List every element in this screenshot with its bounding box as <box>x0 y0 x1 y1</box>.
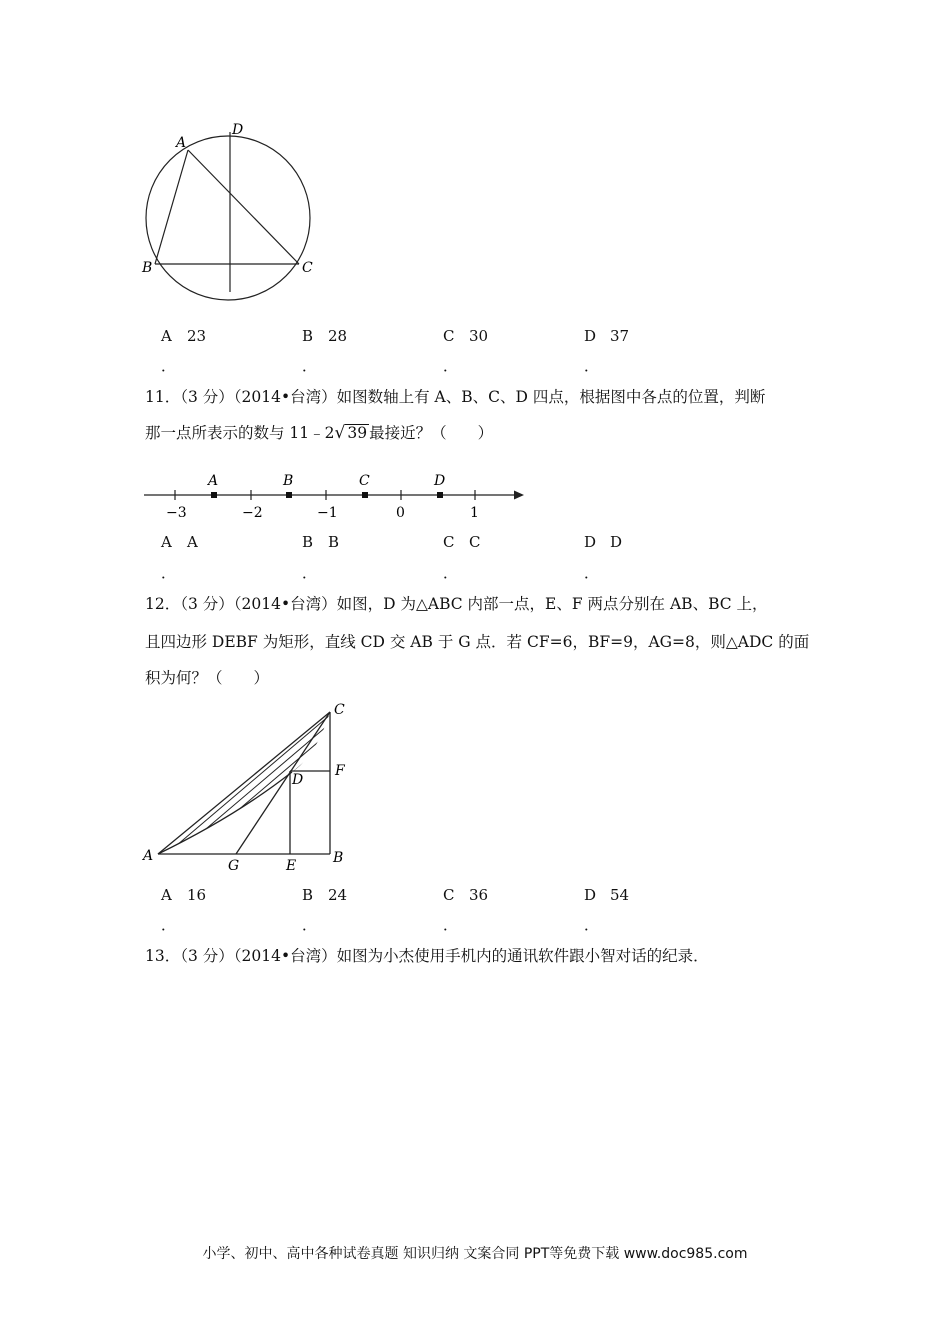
option-dot: ． <box>161 916 177 934</box>
option-dot: ． <box>443 357 459 375</box>
q11-text-2: 那一点所表示的数与 11﹣2 <box>145 424 335 442</box>
q12-triangle-figure <box>140 698 360 874</box>
page-footer: 小学、初中、高中各种试卷真题 知识归纳 文案合同 PPT等免费下载 www.doc985.com <box>202 1246 748 1262</box>
q12-option-a[interactable] <box>161 886 206 904</box>
q13-meta: （3 分）（2014•台湾） <box>180 947 337 965</box>
option-letter: A <box>161 327 172 345</box>
q11-text-3: 最接近？（ ） <box>369 424 494 442</box>
q12-label-C: C <box>334 702 345 718</box>
q12-label-F: F <box>335 763 345 779</box>
option-letter: D <box>584 886 597 904</box>
q12-text-2: 且四边形 DEBF 为矩形，直线 CD 交 AB 于 G 点．若 CF=6，BF=9，AG=8，则△ADC 的面 <box>145 633 810 651</box>
q11-line2 <box>145 423 493 443</box>
q12-line1 <box>145 594 768 614</box>
option-letter: C <box>443 533 455 551</box>
option-value: C <box>469 533 481 551</box>
q12-label-B: B <box>333 850 344 866</box>
q11-option-a[interactable] <box>161 533 198 551</box>
tick-label: −2 <box>242 505 263 521</box>
q12-label-E: E <box>286 858 297 874</box>
option-dot: ． <box>161 357 177 375</box>
q11-number-line-figure <box>140 470 530 524</box>
option-value: 54 <box>610 886 630 904</box>
tick-label: 0 <box>396 505 405 521</box>
q12-line2 <box>145 632 809 652</box>
q12-text-1: 如图，D 为△ABC 内部一点，E、F 两点分别在 AB、BC 上， <box>336 595 768 613</box>
sqrt-sign: √ <box>334 423 346 443</box>
q12-label-G: G <box>228 858 240 874</box>
q10-option-a[interactable] <box>161 327 206 345</box>
q13-line1 <box>145 946 709 966</box>
q10-label-D: D <box>232 122 244 138</box>
q12-meta: （3 分）（2014•台湾） <box>180 595 337 613</box>
q11-line1 <box>145 387 765 407</box>
option-value: 37 <box>610 327 630 345</box>
tick-label: 1 <box>470 505 479 521</box>
q10-circle-figure <box>138 118 338 310</box>
arrow-head-icon <box>514 491 524 500</box>
option-dot: ． <box>302 357 318 375</box>
option-letter: A <box>161 886 172 904</box>
q10-line-AC <box>188 150 299 264</box>
point-label-C: C <box>359 473 370 489</box>
q12-option-b[interactable] <box>302 886 347 904</box>
q12-hatched-region <box>140 698 360 868</box>
option-letter: A <box>161 533 172 551</box>
option-value: 16 <box>187 886 207 904</box>
q11-radicand: 39 <box>347 424 368 442</box>
q11-option-c[interactable] <box>443 533 480 551</box>
q13-number: 13． <box>145 947 181 965</box>
option-letter: D <box>584 327 597 345</box>
q12-label-D: D <box>292 772 304 788</box>
q11-option-b[interactable] <box>302 533 339 551</box>
option-letter: B <box>302 886 314 904</box>
option-dot: ． <box>302 564 318 582</box>
option-letter: B <box>302 533 314 551</box>
q10-line-AB <box>155 150 188 264</box>
q10-option-c[interactable] <box>443 327 488 345</box>
q12-option-d[interactable] <box>584 886 629 904</box>
q10-circle <box>146 136 310 300</box>
option-dot: ． <box>443 916 459 934</box>
option-value: A <box>187 533 198 551</box>
point-label-A: A <box>208 473 219 489</box>
q12-text-3: 积为何？（ ） <box>145 669 270 687</box>
option-value: B <box>328 533 340 551</box>
q10-option-b[interactable] <box>302 327 347 345</box>
option-letter: C <box>443 886 455 904</box>
point-D <box>437 492 443 498</box>
option-dot: ． <box>584 564 600 582</box>
point-label-D: D <box>434 473 446 489</box>
option-dot: ． <box>584 916 600 934</box>
option-dot: ． <box>584 357 600 375</box>
q12-line3 <box>145 668 269 688</box>
option-dot: ． <box>161 564 177 582</box>
tick-label: −3 <box>166 505 187 521</box>
q10-label-B: B <box>142 260 153 276</box>
tick-label: −1 <box>317 505 338 521</box>
option-letter: D <box>584 533 597 551</box>
q11-text-1: 如图数轴上有 A、B、C、D 四点，根据图中各点的位置，判断 <box>336 388 766 406</box>
option-value: D <box>610 533 623 551</box>
option-value: 28 <box>328 327 348 345</box>
point-label-B: B <box>283 473 294 489</box>
option-letter: C <box>443 327 455 345</box>
point-B <box>286 492 292 498</box>
q10-label-A: A <box>176 135 187 151</box>
q12-option-c[interactable] <box>443 886 488 904</box>
point-C <box>362 492 368 498</box>
q11-option-d[interactable] <box>584 533 622 551</box>
option-letter: B <box>302 327 314 345</box>
q10-label-C: C <box>302 260 313 276</box>
option-dot: ． <box>302 916 318 934</box>
q11-number: 11． <box>145 388 181 406</box>
option-value: 36 <box>469 886 489 904</box>
q12-number: 12． <box>145 595 181 613</box>
option-value: 30 <box>469 327 489 345</box>
q10-option-d[interactable] <box>584 327 629 345</box>
option-dot: ． <box>443 564 459 582</box>
option-value: 23 <box>187 327 207 345</box>
q13-text-1: 如图为小杰使用手机内的通讯软件跟小智对话的纪录． <box>336 947 709 965</box>
q12-side-AC <box>158 712 330 854</box>
option-value: 24 <box>328 886 348 904</box>
point-A <box>211 492 217 498</box>
q11-meta: （3 分）（2014•台湾） <box>180 388 337 406</box>
q12-label-A: A <box>143 848 154 864</box>
